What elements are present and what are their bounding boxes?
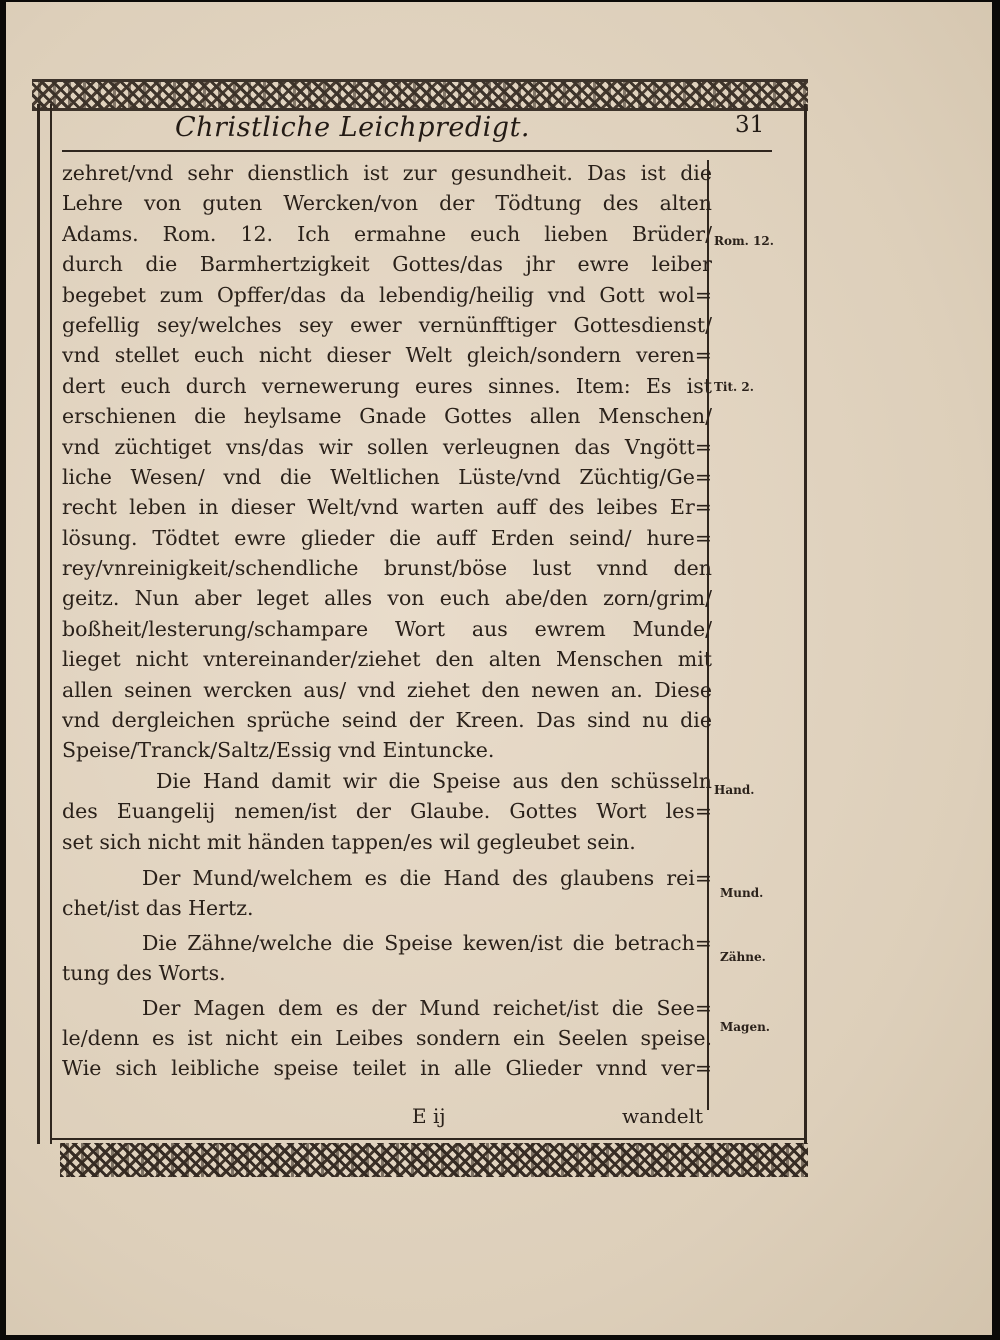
marginal-note-hand: Hand. bbox=[714, 783, 755, 797]
frame-rule-right bbox=[804, 104, 807, 1144]
marginal-note-magen: Magen. bbox=[720, 1020, 770, 1034]
text-line: Die Hand damit wir die Speise aus den schüsseln bbox=[156, 768, 712, 793]
text-line: zehret/vnd sehr dienstlich ist zur gesundheit. Das ist die bbox=[62, 161, 712, 185]
text-line: Die Zähne/welche die Speise kewen/ist die betrach= bbox=[142, 930, 712, 955]
marginal-note-zaehne: Zähne. bbox=[720, 950, 766, 964]
text-line: lieget nicht vntereinander/ziehet den alten Menschen mit bbox=[62, 647, 712, 672]
text-line: erschienen die heylsame Gnade Gottes allen Menschen/ bbox=[62, 404, 712, 429]
page-number: 31 bbox=[735, 112, 765, 138]
catchword: wandelt bbox=[622, 1104, 703, 1128]
frame-rule-left-outer bbox=[37, 104, 40, 1144]
text-line: Der Mund/welchem es die Hand des glaubens rei= bbox=[142, 865, 712, 890]
text-line: lösung. Tödtet ewre glieder die auff Erden seind/ hure= bbox=[62, 525, 712, 550]
text-line: rey/vnreinigkeit/schendliche brunst/böse lust vnnd den bbox=[62, 556, 712, 581]
text-line: tung des Worts. bbox=[62, 961, 226, 986]
text-line: vnd züchtiget vns/das wir sollen verleugnen das Vngött= bbox=[62, 434, 712, 459]
body-text bbox=[62, 158, 712, 1084]
text-line: durch die Barmhertzigkeit Gottes/das jhr ewre leiber bbox=[62, 252, 712, 277]
text-line: boßheit/lesterung/schampare Wort aus ewrem Munde/ bbox=[62, 616, 712, 641]
marginal-note-rom: Rom. 12. bbox=[714, 234, 774, 248]
text-line: chet/ist das Hertz. bbox=[62, 896, 254, 921]
text-line: Speise/Tranck/Saltz/Essig vnd Eintuncke. bbox=[62, 738, 495, 763]
text-line: geitz. Nun aber leget alles von euch abe/den zorn/grim/ bbox=[62, 586, 712, 611]
text-line: Adams. Rom. 12. Ich ermahne euch lieben Brüder/ bbox=[62, 221, 712, 246]
signature-mark: E ij bbox=[412, 1104, 446, 1128]
text-line: Der Magen dem es der Mund reichet/ist die See= bbox=[142, 995, 712, 1020]
text-line: dert euch durch vernewerung eures sinnes. Item: Es ist bbox=[62, 373, 712, 398]
header-underline bbox=[62, 150, 772, 152]
top-ornament-border bbox=[32, 79, 808, 111]
running-title: Christliche Leichpredigt. bbox=[175, 112, 530, 143]
text-line: des Euangelij nemen/ist der Glaube. Gottes Wort les= bbox=[62, 799, 712, 824]
text-line: Wie sich leibliche speise teilet in alle Glieder vnnd ver= bbox=[62, 1056, 712, 1081]
text-line: le/denn es ist nicht ein Leibes sondern ein Seelen speise. bbox=[62, 1025, 712, 1050]
text-line: vnd stellet euch nicht dieser Welt gleich/sondern veren= bbox=[62, 343, 712, 368]
frame-rule-left-inner bbox=[50, 104, 52, 1144]
text-line: begebet zum Opffer/das da lebendig/heilig vnd Gott wol= bbox=[62, 282, 712, 307]
marginal-note-tit: Tit. 2. bbox=[714, 380, 754, 394]
text-line: gefellig sey/welches sey ewer vernünfftiger Gottesdienst/ bbox=[62, 312, 712, 337]
text-line: recht leben in dieser Welt/vnd warten auff des leibes Er= bbox=[62, 495, 712, 520]
text-line: vnd dergleichen sprüche seind der Kreen. Das sind nu die bbox=[62, 708, 712, 733]
marginal-note-mund: Mund. bbox=[720, 886, 764, 900]
text-line: Lehre von guten Wercken/von der Tödtung des alten bbox=[62, 191, 712, 216]
text-line: set sich nicht mit händen tappen/es wil gegleubet sein. bbox=[62, 829, 636, 854]
text-line: allen seinen wercken aus/ vnd ziehet den newen an. Diese bbox=[62, 677, 712, 702]
text-line: liche Wesen/ vnd die Weltlichen Lüste/vnd Züchtig/Ge= bbox=[62, 464, 712, 489]
bottom-frame-rule bbox=[50, 1138, 807, 1140]
bottom-ornament-border bbox=[60, 1143, 808, 1177]
